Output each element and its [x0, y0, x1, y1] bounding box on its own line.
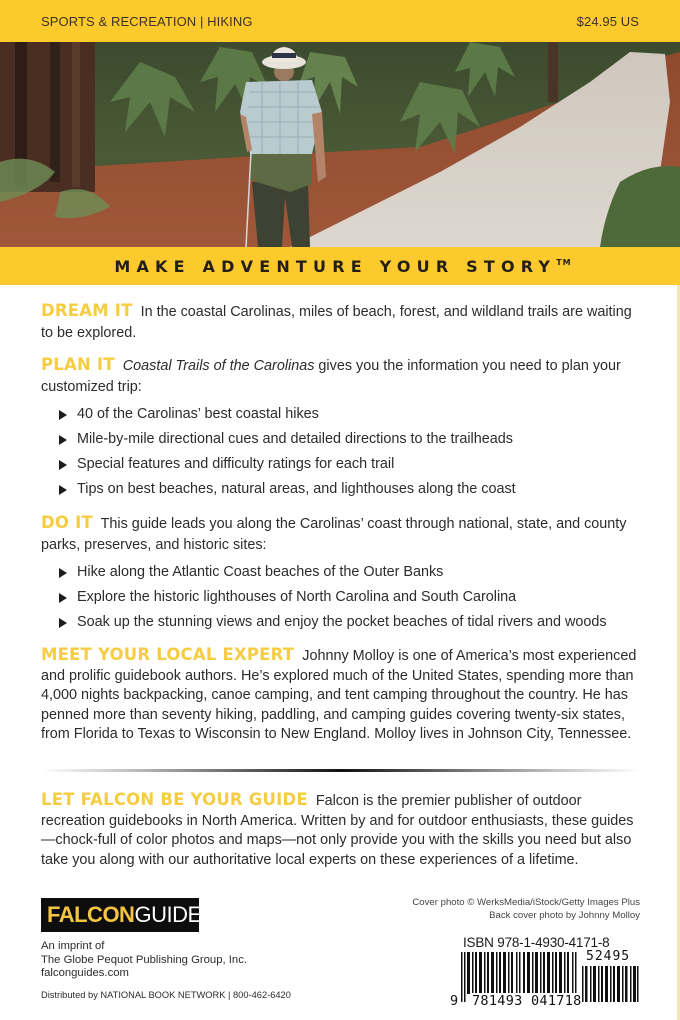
slogan-bar: [0, 247, 680, 285]
do-it-text: This guide leads you along the Carolinas’ coast through national, state, and county parks, preserves, and historic sites:: [41, 516, 627, 553]
dream-it-text: In the coastal Carolinas, miles of beach, forest, and wildland trails are waiting to be explored.: [41, 304, 632, 341]
category-label: SPORTS & RECREATION | HIKING: [41, 13, 253, 29]
back-cover-photo-credit: Back cover photo by Johnny Molloy: [489, 910, 640, 921]
plan-it-list: [59, 402, 641, 502]
cover-photo: [0, 42, 680, 247]
top-bar: [0, 0, 680, 42]
section-do-it: [41, 512, 641, 556]
section-dream-it: [41, 300, 641, 344]
list-item: Soak up the stunning views and enjoy the pocket beaches of tidal rivers and woods: [59, 610, 641, 635]
falcon-guide-heading: LET FALCON BE YOUR GUIDE: [41, 790, 308, 809]
section-divider: [41, 769, 641, 772]
plan-it-text: gives you the information you need to plan your customized trip:: [41, 358, 621, 395]
price-label: $24.95 US: [576, 13, 639, 29]
do-it-heading: DO IT: [41, 513, 93, 532]
cover-photo-credit: Cover photo © WerksMedia/iStock/Getty Images Plus: [412, 897, 640, 908]
list-item: 40 of the Carolinas’ best coastal hikes: [59, 402, 641, 427]
photo-credits: [412, 896, 640, 922]
ean-digits: 781493 041718: [472, 993, 582, 1009]
list-item: Special features and difficulty ratings for each trail: [59, 452, 641, 477]
bullet-triangle-icon: [59, 435, 67, 445]
publisher-name: The Globe Pequot Publishing Group, Inc.: [41, 953, 247, 966]
section-meet-expert: [41, 645, 641, 745]
logo-guides-text: GUIDES: [134, 902, 216, 927]
imprint-line: An imprint of: [41, 940, 105, 952]
meet-expert-text: Johnny Molloy is one of America’s most experienced and prolific guidebook authors. He’s explored much of the United States, spending more than 4,000 nights backpacking, canoe camping, and tent camping throughout the country. He has penned more than seventy hiking, paddling, and camping guides covering twenty-six states, from Florida to Texas to Wisconsin to New England. Molloy lives in Johnson City, Tennessee.: [41, 648, 637, 742]
bullet-triangle-icon: [59, 410, 67, 420]
bullet-triangle-icon: [59, 593, 67, 603]
imprint-block: [41, 940, 247, 981]
logo-falcon-text: FALCON: [47, 902, 135, 927]
list-item: Tips on best beaches, natural areas, and lighthouses along the coast: [59, 477, 641, 502]
price-addon-code: 52495: [586, 949, 631, 964]
falcon-guide-text: Falcon is the premier publisher of outdoor recreation guidebooks in North America. Written by and for outdoor enthusiasts, these guides—chock-full of color photos and maps—not only provide you with the skills you need but also take you along with our authoritative local experts on these experiences of a lifetime.: [41, 793, 634, 868]
book-title: Coastal Trails of the Carolinas: [122, 358, 315, 374]
main-content: [41, 300, 641, 755]
isbn-label: ISBN 978-1-4930-4171-8: [463, 935, 610, 950]
addon-barcode-icon: [582, 966, 639, 1002]
trademark-symbol: TM: [556, 257, 572, 267]
slogan-text: MAKE ADVENTURE YOUR STORY: [114, 256, 557, 276]
slogan: [108, 257, 571, 276]
bullet-triangle-icon: [59, 485, 67, 495]
distributor-line: Distributed by NATIONAL BOOK NETWORK | 800-462-6420: [41, 990, 291, 1000]
do-it-list: [59, 560, 641, 635]
plan-it-heading: PLAN IT: [41, 355, 115, 374]
meet-expert-heading: MEET YOUR LOCAL EXPERT: [41, 645, 295, 664]
list-item: Explore the historic lighthouses of North Carolina and South Carolina: [59, 585, 641, 610]
website-link[interactable]: falconguides.com: [41, 967, 129, 979]
section-plan-it: [41, 354, 641, 398]
section-falcon-guide: [41, 790, 641, 870]
bullet-triangle-icon: [59, 568, 67, 578]
bullet-triangle-icon: [59, 618, 67, 628]
falconguides-logo: [41, 898, 223, 932]
list-item: Mile-by-mile directional cues and detailed directions to the trailheads: [59, 427, 641, 452]
registered-mark: ®: [216, 910, 223, 920]
dream-it-heading: DREAM IT: [41, 301, 133, 320]
bullet-triangle-icon: [59, 460, 67, 470]
ean-first-digit: 9: [450, 993, 459, 1009]
list-item: Hike along the Atlantic Coast beaches of the Outer Banks: [59, 560, 641, 585]
